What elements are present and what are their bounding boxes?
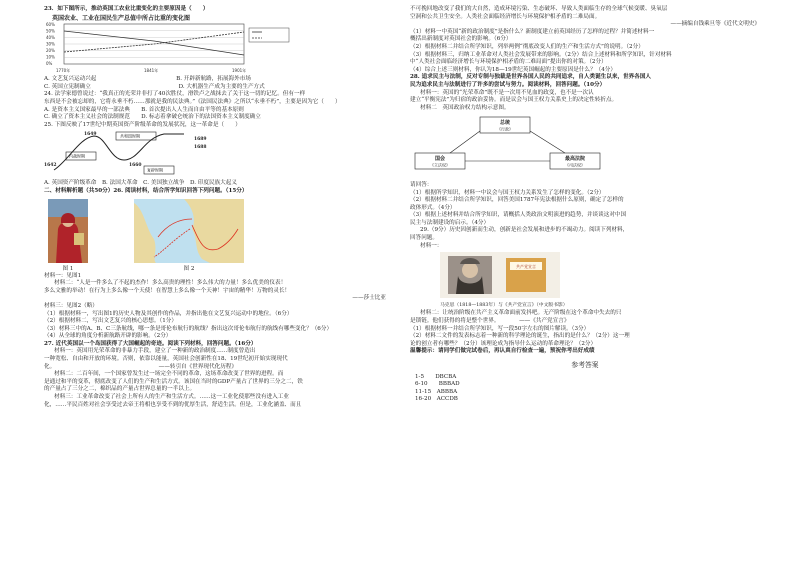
q27-line: 材料三：工业革命改变了社会上所有人的生产和生活方式。……这一工业化使那些没有进入工业	[54, 394, 289, 401]
diagram-right-sub: 《司法权》	[565, 162, 585, 168]
diagram-left: 国会	[434, 156, 446, 163]
q23-text: 23．如下图所示，推动英国工农业比重变化的主要原因是（ ）	[44, 6, 209, 12]
box-civil-war: 内战时期	[69, 153, 85, 159]
answer-row: 1-5 DBCBA	[415, 373, 457, 380]
voyage-map-image	[134, 199, 244, 263]
q29-heading: 回答问题。	[410, 235, 438, 242]
q24-line: 东西是不会被忘却的，它将永垂不朽……那就是我的民法典。”《法国民法典》之所以“永垂不朽”，主要是因为它（ ）	[44, 98, 341, 105]
q27-line: 化，……平民百姓对社会享受过去帝王将相也享受不到的优厚生活，舒适生活。但是，工业化涵盖、而且	[44, 401, 302, 408]
q27-question: 中“人类社会面临经济增长与环境保护相矛盾的二难局面”提出你的对策。（2分）	[410, 59, 607, 66]
q23-options	[44, 76, 386, 84]
q26-line: ——莎士比亚	[352, 295, 386, 302]
top-line-source: ——摘编自钱乘旦等《近代文明史》	[670, 21, 760, 28]
q28-material: 材料一：英国的“光荣革命”既不是一次用不见血的政变，也不是一次认	[420, 89, 594, 96]
figure-1	[48, 199, 88, 274]
label-1689: 1689	[194, 137, 207, 143]
q28-question: 民主与法制建设的启示。（4分）	[410, 219, 490, 226]
q28-question: （1）根据所学知识，材料一中议会与国王权力关系发生了怎样的变化。（2分）	[410, 189, 605, 196]
diagram-right: 最高法院	[564, 156, 586, 163]
figure-2-caption: 图 2	[183, 266, 195, 273]
y-tick: 40%	[46, 35, 55, 41]
q25-chart-svg	[44, 130, 224, 178]
q29-heading: 29.（9分）历史因创新而生动，创新是社会发展和进步的不竭动力。阅读下列材料，	[420, 227, 629, 234]
box-republic: 共和国时期	[120, 133, 140, 139]
q26-line: （4）从全球的角度分析新航路开辟的影响。（2分）	[44, 333, 172, 340]
left-column	[44, 6, 386, 409]
q27-line: 一种宽松、自由和开放的环境。否则，依靠以能量，英国社会创新性在18、19世纪初开始实现现代	[44, 356, 288, 363]
q25-chart	[44, 130, 386, 178]
q28-heading: 28. 追求民主与法制，反对专制与独裁是世界各国人民的共同追求，自人类诞生以来，世界各国人	[410, 74, 652, 81]
y-tick: 50%	[46, 28, 55, 34]
q25-options[interactable]: A. 英国资产阶级革命 B. 法国大革命 C. 美国独立战争 D. 印度民族大起义	[44, 180, 237, 187]
y-tick: 0%	[46, 61, 53, 67]
q26-line: （2）根据材料二，写出文艺复兴的核心思想。（1分）	[44, 318, 177, 325]
q26-line: 多么文雅的举动！在行为上多么像一个天使！在智慧上多么像一个天神！宇宙的精华！万物的灵长！	[44, 287, 291, 294]
q29-line: 材料二：让统治阶级在共产主义革命面前发抖吧。无产阶级在这个革命中失去的只	[420, 310, 622, 317]
q26-line: 材料一：见图1	[44, 272, 82, 279]
y-tick: 60%	[46, 22, 55, 28]
q27-line: 材料二：二百年间，一个国家曾发生过一场完全不同的革命，这场革命改变了世界的进程。而	[54, 371, 284, 378]
x-tick: 1770年	[56, 68, 71, 74]
section-2-heading: 二、材料解析题（共50分）26. 阅读材料，结合所学知识回答下列问题。（15分）	[44, 187, 248, 194]
answer-list	[410, 374, 760, 404]
q26-line: 材料三：见图2（略）	[44, 302, 98, 309]
y-tick: 20%	[46, 48, 55, 54]
label-1660: 1660	[129, 163, 142, 169]
right-column	[410, 6, 760, 404]
q28-question: （3）根据上述材料并结合所学知识，请概括人类政治文明演进的趋势，并谈谈这对中国	[410, 212, 627, 219]
q26-line: 材料二：“人是一件多么了不起的杰作！多么高贵的理性！多么伟大的力量！多么优美的仪表！	[54, 280, 287, 287]
q27-line: 是通过和平的变革，彻底改变了人们的生产和生活方式。该国在当时的GDP产量占了世界的三分之二，铁	[44, 378, 303, 385]
q27-heading: 27. 近代英国以一个岛国获得了大国崛起的奇迹。阅读下列材料，回答问题。（16分）	[44, 340, 257, 347]
q28-question: 政体形式。（4分）	[410, 204, 456, 211]
option-d[interactable]: D. 大机器生产成为主要的生产方式	[178, 83, 265, 90]
option-b[interactable]: B. 开辟新航路，拓展海外市场	[176, 76, 251, 83]
x-tick: 1901年	[232, 68, 247, 74]
diagram-top: 总统	[499, 120, 511, 127]
q28-heading: 民为追求民主与法制进行了许多的尝试与努力。阅读材料，回答问题。（10分）	[410, 81, 606, 88]
q27-question: （1）材料一中英国“新的政治制度”是指什么？新制度建立前英国经历了怎样的过程？并简述材料一	[410, 28, 655, 35]
q27-line: 的产量占了三分之二，棉织品的产量占世界总量的一半以上。	[44, 386, 196, 393]
q29-figure	[440, 252, 760, 309]
option-c[interactable]: C. 英国立宪制确立	[44, 83, 91, 90]
reminder-text: 温馨提示：请同学们做完试卷后，再认真自行检查一遍，预祝你考出好成绩	[410, 348, 595, 355]
x-tick: 1841年	[144, 68, 159, 74]
q26-line: （3）材料三中的A、B、C三条航线，哪一条是哥伦布航行的航线？指出这次哥伦布航行的航线有哪些变化？（6分）	[44, 325, 333, 332]
q24-option[interactable]: A. 是资本主义国家最早的一部法典 B. 首次提出人人生而自由平等的基本原则	[44, 106, 244, 113]
q23-chart-svg	[44, 22, 294, 74]
q28-material: 建立“平衡宪法”为归宿的政治妥协。而是议会与国王权力关系史上的决定性转折点。	[410, 97, 618, 104]
marx-book-image	[440, 252, 560, 298]
q26-line: （1）根据材料一，写出图1的历史人物及其创作的作品，并指出他在文艺复兴运动中的地位。（6分）	[44, 310, 293, 317]
q25-text: 25. 下图反映了17世纪中期英国资产阶级革命的发展状况，这一革命是（ ）	[44, 121, 241, 128]
diagram-top-sub: 《行政》	[497, 126, 513, 132]
y-tick: 10%	[46, 54, 55, 60]
q26-figures	[44, 199, 386, 271]
figure-2	[134, 199, 244, 274]
q28-material: 材料二 英国政治权力结构示意图。	[420, 104, 510, 111]
answer-row: 11-15 ABBBA	[415, 388, 458, 395]
q28-question: 请回答：	[410, 181, 433, 188]
q27-question: 概括出新制度对英国社会的影响。（6分）	[410, 36, 512, 43]
option-a[interactable]: A. 文艺复兴运动兴起	[44, 76, 97, 83]
q27-question: （4）综合上述三则材料，你认为18—19世纪英国崛起的主要原因是什么？（4分）	[410, 66, 616, 73]
y-tick: 30%	[46, 41, 55, 47]
book-title: 共产党宣言	[516, 264, 536, 270]
q29-line: （1）根据材料一并结合所学知识，写一段50字左右的图片解读。（3分）	[410, 325, 590, 332]
box-restoration: 复辟时期	[147, 167, 163, 173]
figure-1-caption: 图 1	[62, 266, 74, 273]
q24-option[interactable]: C. 确立了资本主义社会的法制规范 D. 标志着拿破仑统治下的法国资本主义制度确立	[44, 114, 261, 121]
q29-caption: 马克思（1818—1883年）与《共产党宣言》（中文版书影）	[440, 302, 568, 308]
q27-question: （2）根据材料二并结合所学知识，列举两例“彻底改变人们的生产和生活方式”的说明。（2分）	[410, 43, 644, 50]
answers-title: 参考答案	[571, 361, 599, 369]
q23-chart-title: 英国农业、工业在国民生产总值中所占比重的变化图	[52, 14, 191, 22]
label-1688: 1688	[194, 145, 207, 151]
q27-question: （3）根据材料三，归纳工业革命对人类社会发展带来的影响。（2分）结合上述材料和所学知识，针对材料	[410, 51, 672, 58]
q24-line: 24. 法学家德曾说过：“我真正的光荣并非打了40次胜仗，滑铁卢之战抹去了关于这一切的记忆。但有一样	[44, 91, 306, 98]
dante-portrait-image	[48, 199, 88, 263]
power-structure-diagram	[410, 115, 760, 179]
q23-chart	[44, 15, 386, 75]
label-1642: 1642	[44, 163, 57, 169]
q27-line: 化。 ——转引自《世界现代化历程》	[44, 363, 237, 370]
q27-line: 材料一：英国用光荣革命的非暴力手段，建立了一种新的政治制度……制度曾造出	[54, 348, 256, 355]
power-diagram-svg	[410, 115, 610, 175]
q28-question: （2）根据材料二并结合所学知识，回答美国1787年宪法根据什么原则，确定了怎样的	[410, 197, 624, 204]
answer-row: 16-20 ACCDB	[415, 396, 458, 403]
q29-material-label: 材料一：	[420, 242, 443, 249]
diagram-left-sub: 《立法权》	[430, 162, 450, 168]
q29-line: 是锁链。他们获得的将是整个世界。 ——《共产党宣言》	[410, 318, 570, 325]
top-line: 空洞和公共卫生安全。人类社会面临经济增长与环境保护相矛盾的二难局面。	[410, 13, 601, 20]
top-line: 不可挽回地改变了我们的大自然，造成环境污染、生态破坏、导致人类面临生存的全球气候变暖、臭氧层	[410, 6, 668, 12]
q29-line: 论的创立者有哪些？（2分）该理论成为指导什么运动的革命理论？（2分）	[410, 340, 597, 347]
answer-row: 6-10 BBBAD	[415, 381, 460, 388]
label-1649: 1649	[84, 132, 97, 138]
q29-line: （2）材料二文件的发表标志着一种新的科学理论的诞生，指出的是什么？（2分）这一理	[410, 333, 630, 340]
